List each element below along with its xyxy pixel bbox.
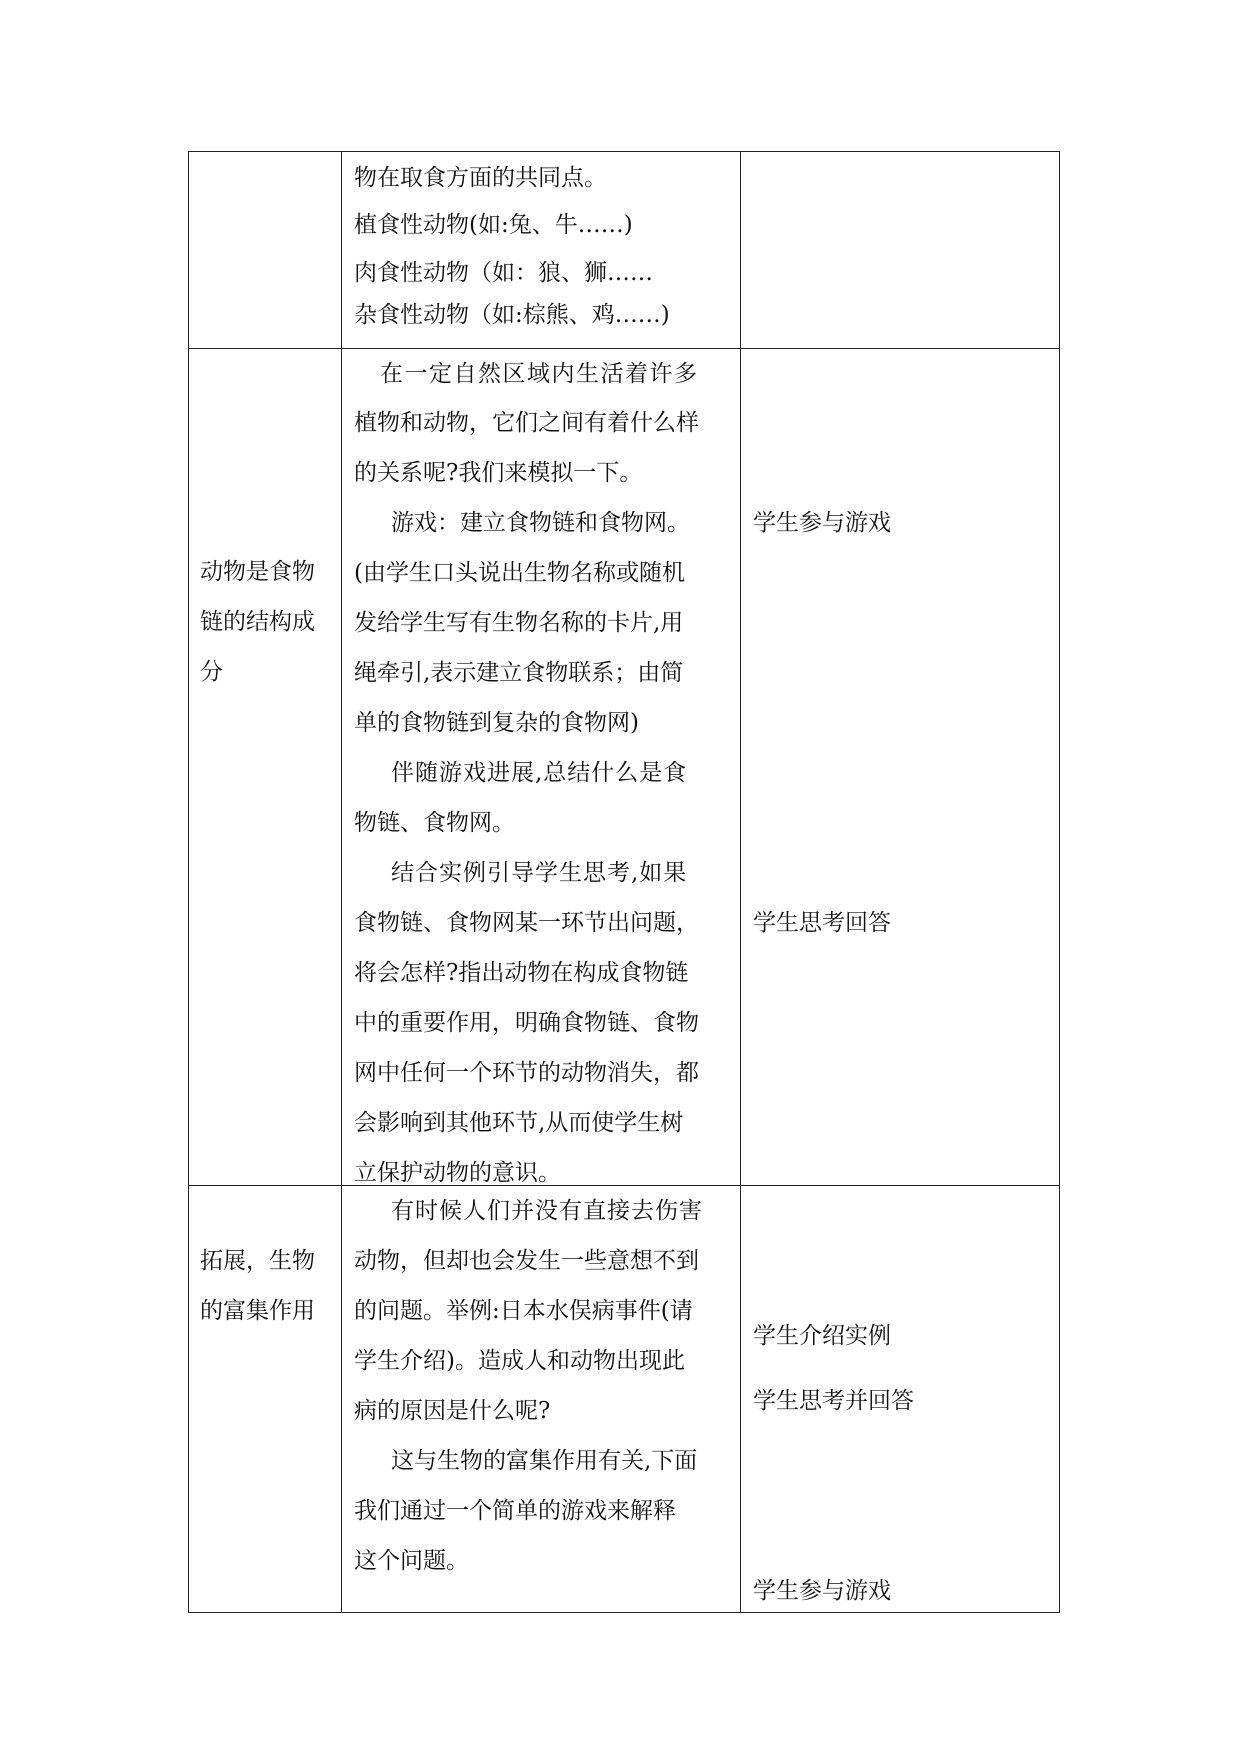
- content-line: 在一定自然区域内生活着许多: [380, 361, 699, 387]
- content-line: 的问题。举例:日本水俣病事件(请: [354, 1298, 693, 1324]
- table-row: [189, 349, 1060, 1186]
- content-cell: [342, 349, 741, 1186]
- content-line: 伴随游戏进展,总结什么是食: [391, 760, 688, 786]
- activity-cell: [741, 152, 1060, 349]
- content-line: (由学生口头说出生物名称或随机: [354, 560, 685, 586]
- content-line: 单的食物链到复杂的食物网): [354, 710, 639, 736]
- content-line: 杂食性动物（如:棕熊、鸡……): [354, 302, 670, 328]
- activity-line: 学生介绍实例: [753, 1323, 891, 1349]
- content-line: 立保护动物的意识。: [354, 1160, 561, 1186]
- content-line: 结合实例引导学生思考,如果: [391, 860, 688, 886]
- lesson-plan-table: [188, 151, 1060, 1613]
- activity-cell: [741, 349, 1060, 1186]
- activity-cell: [741, 1186, 1060, 1613]
- table-row: [189, 152, 1060, 349]
- content-cell: [342, 1186, 741, 1613]
- topic-line: 分: [200, 659, 223, 685]
- topic-line: 的富集作用: [200, 1298, 315, 1324]
- topic-cell: [189, 152, 342, 349]
- content-line: 这与生物的富集作用有关,下面: [391, 1448, 698, 1474]
- topic-cell: [189, 349, 342, 1186]
- content-line: 植物和动物，它们之间有着什么样: [354, 410, 699, 436]
- content-line: 物在取食方面的共同点。: [354, 165, 607, 191]
- content-line: 动物，但却也会发生一些意想不到: [354, 1248, 699, 1274]
- content-line: 病的原因是什么呢?: [354, 1398, 551, 1424]
- content-line: 的关系呢?我们来模拟一下。: [354, 460, 643, 486]
- content-line: 网中任何一个环节的动物消失，都: [354, 1060, 699, 1086]
- content-line: 游戏：建立食物链和食物网。: [391, 510, 690, 536]
- activity-line: 学生思考回答: [753, 910, 891, 936]
- activity-line: 学生参与游戏: [753, 510, 891, 536]
- topic-line: 动物是食物: [200, 559, 315, 585]
- content-line: 我们通过一个简单的游戏来解释: [354, 1498, 676, 1524]
- topic-cell: [189, 1186, 342, 1613]
- table-row: [189, 1186, 1060, 1613]
- topic-line: 链的结构成: [200, 609, 315, 635]
- content-line: 发给学生写有生物名称的卡片,用: [354, 610, 684, 636]
- content-line: 肉食性动物（如：狼、狮……: [354, 260, 653, 286]
- content-line: 绳牵引,表示建立食物联系；由简: [354, 660, 684, 686]
- content-line: 食物链、食物网某一环节出问题，: [354, 910, 699, 936]
- content-line: 植食性动物(如:兔、牛……): [354, 212, 633, 238]
- content-line: 中的重要作用，明确食物链、食物: [354, 1010, 699, 1036]
- activity-line: 学生思考并回答: [753, 1388, 914, 1414]
- content-line: 会影响到其他环节,从而使学生树: [354, 1110, 684, 1136]
- content-cell: [342, 152, 741, 349]
- content-line: 学生介绍)。造成人和动物出现此: [354, 1348, 685, 1374]
- content-line: 将会怎样?指出动物在构成食物链: [354, 960, 689, 986]
- activity-line: 学生参与游戏: [753, 1578, 891, 1604]
- content-line: 这个问题。: [354, 1548, 469, 1574]
- content-line: 物链、食物网。: [354, 810, 515, 836]
- content-line: 有时候人们并没有直接去伤害: [391, 1198, 703, 1224]
- topic-line: 拓展，生物: [200, 1248, 315, 1274]
